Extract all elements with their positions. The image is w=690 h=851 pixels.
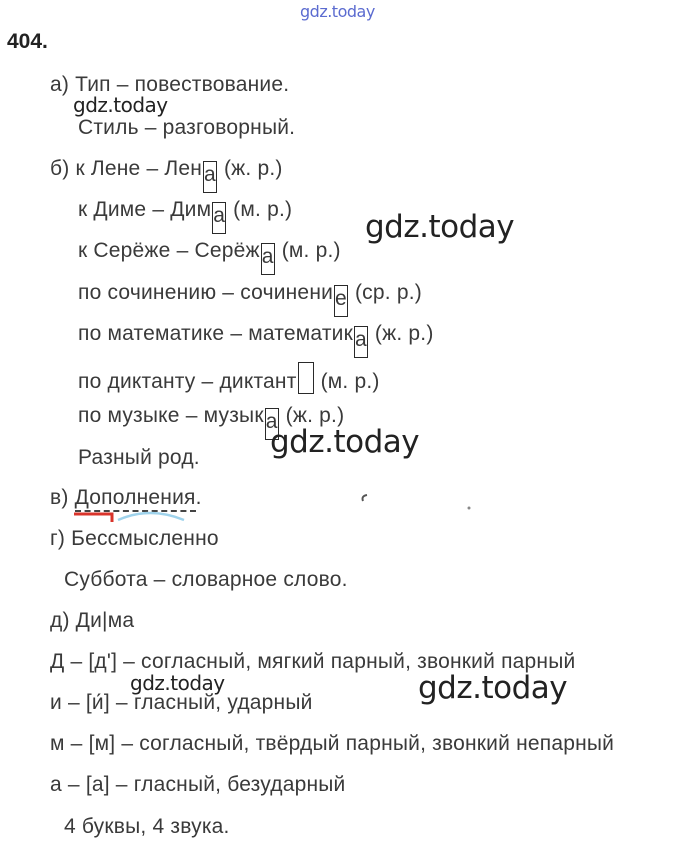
root-arc-blue (118, 513, 184, 520)
section-g: г) Бессмысленно (50, 527, 219, 550)
watermark-3: gdz.today (270, 424, 420, 460)
section-b-conclusion: Разный род. (78, 446, 200, 469)
watermark-4: gdz.today (130, 671, 225, 695)
section-a-style: Стиль – разговорный. (78, 116, 296, 139)
scan-speck (358, 493, 370, 503)
ending-box: а (265, 408, 279, 440)
sound-analysis-d: Д – [д'] – согласный, мягкий парный, звонкий парный (50, 650, 576, 673)
sound-analysis-i: и – [и́] – гласный, ударный (50, 691, 313, 714)
section-b-row-2: к Диме – Дима (м. р.) (78, 197, 292, 234)
ending-box: а (261, 243, 275, 275)
section-b-row-6: по диктанту – диктант (м. р.) (78, 362, 380, 395)
section-b-row-5: по математике – математика (ж. р.) (78, 321, 434, 358)
sound-analysis-m: м – [м] – согласный, твёрдый парный, звонкий непарный (50, 732, 615, 755)
exercise-number: 404. (7, 30, 48, 53)
ending-box: а (203, 161, 217, 193)
section-b-row-7: по музыке – музыка (ж. р.) (78, 403, 344, 440)
watermark-1: gdz.today (73, 93, 168, 117)
watermark-5: gdz.today (418, 670, 568, 706)
section-b-row-1: б) к Лене – Лена (ж. р.) (50, 156, 283, 193)
section-a-type: а) Тип – повествование. (50, 73, 290, 96)
section-g-note: Суббота – словарное слово. (64, 568, 348, 591)
watermark-2: gdz.today (365, 209, 515, 245)
sound-analysis-a: а – [а] – гласный, безударный (50, 773, 346, 796)
ending-box: а (212, 202, 226, 234)
ending-box-empty (298, 362, 314, 394)
watermark-top: gdz.today (300, 2, 375, 21)
section-d-title: д) Ди|ма (50, 609, 135, 632)
letters-sounds-summary: 4 буквы, 4 звука. (64, 815, 230, 838)
section-v: в) Дополнения. (50, 485, 202, 511)
section-b-row-4: по сочинению – сочинение (ср. р.) (78, 280, 422, 317)
scan-dot (466, 505, 472, 511)
object-word: Дополнения (75, 486, 196, 512)
ending-box: е (334, 285, 348, 317)
ending-box: а (354, 326, 368, 358)
section-b-row-3: к Серёже – Серёжа (м. р.) (78, 238, 341, 275)
ending-mark-red (74, 514, 112, 522)
